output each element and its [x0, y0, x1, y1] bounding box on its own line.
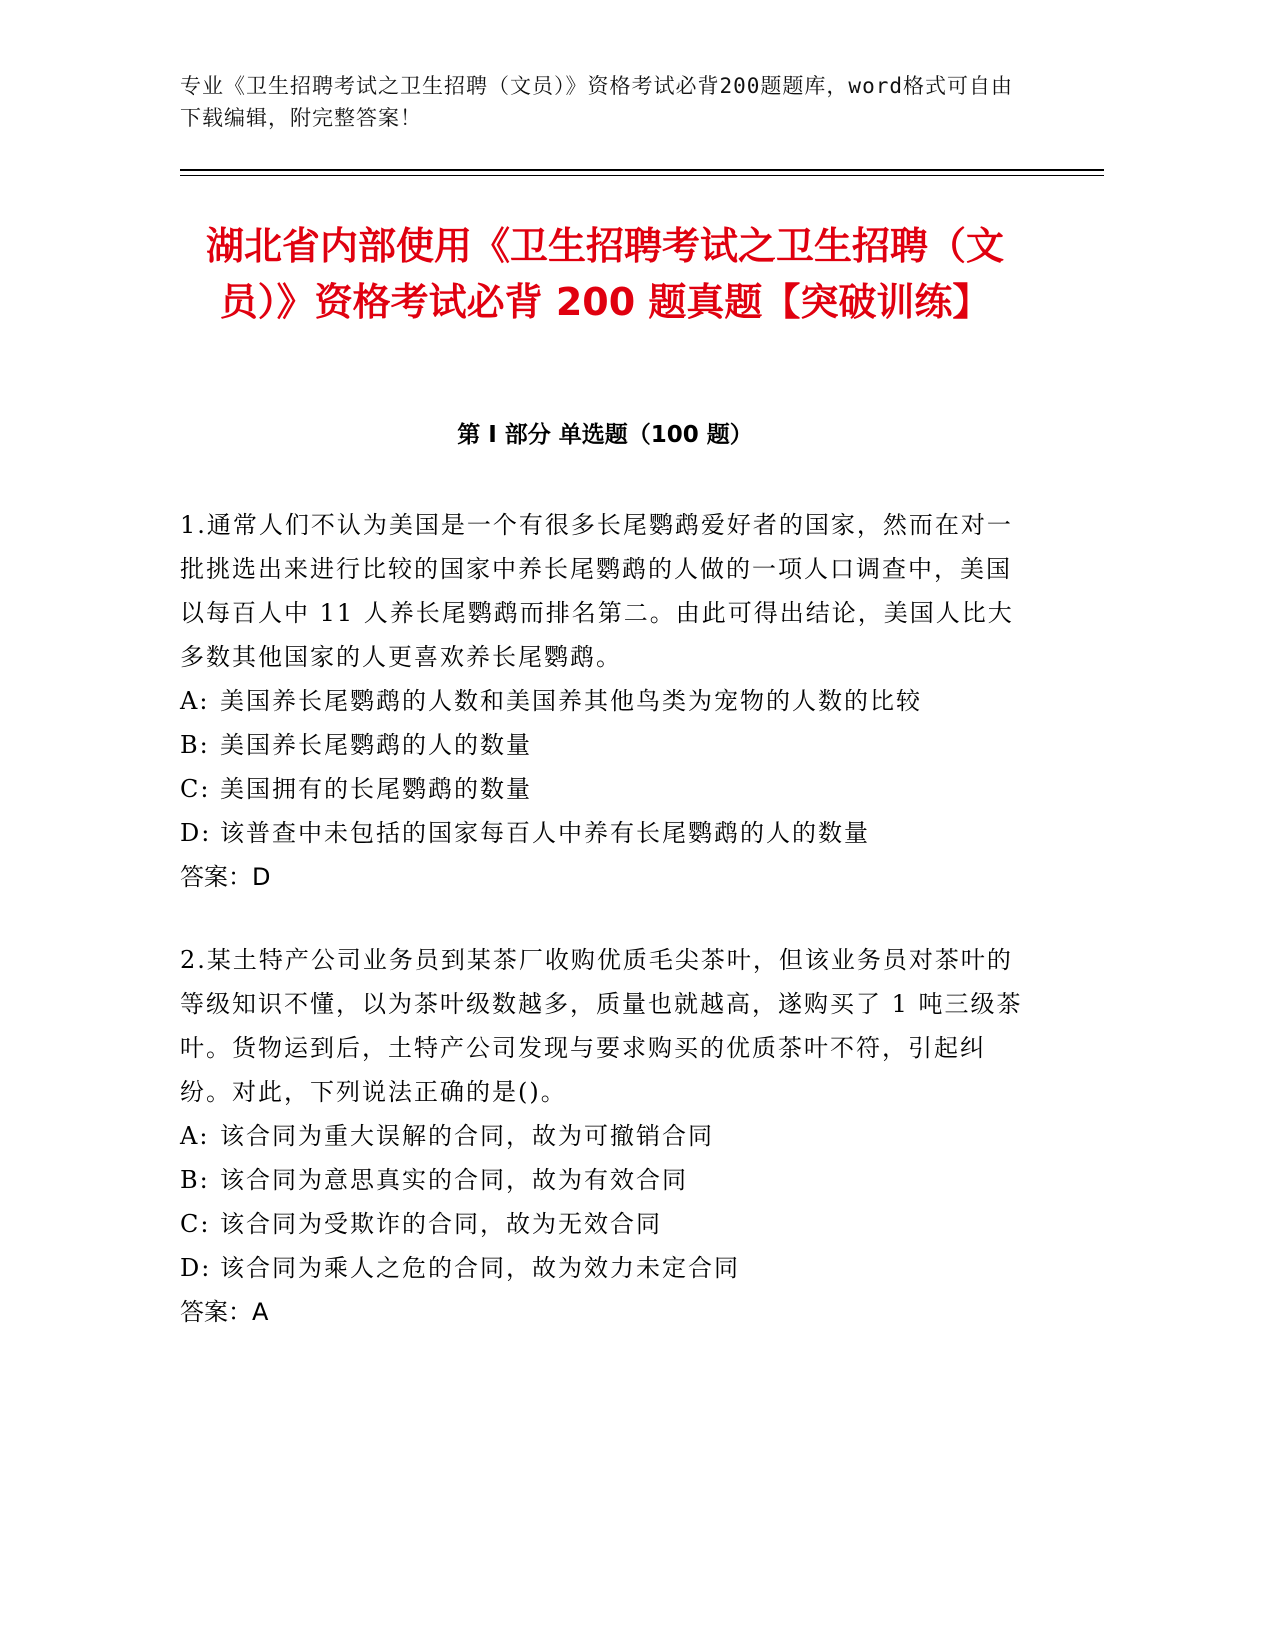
question-2 [180, 938, 1030, 1334]
option-text: 该合同为意思真实的合同，故为有效合同 [220, 1166, 688, 1194]
answer: 答案：A [180, 1298, 269, 1326]
option-text: 该合同为重大误解的合同，故为可撤销合同 [220, 1122, 714, 1150]
option-b [180, 1158, 1030, 1202]
header-rule-thin [180, 175, 1104, 176]
option-key: A: [180, 1122, 210, 1150]
section-heading: 第 I 部分 单选题（100 题） [457, 422, 753, 448]
option-d [180, 811, 1030, 855]
option-key: C: [180, 1210, 211, 1238]
option-d [180, 1246, 1030, 1290]
option-text: 该普查中未包括的国家每百人中养有长尾鹦鹉的人的数量 [220, 819, 870, 847]
option-text: 美国养长尾鹦鹉的人数和美国养其他鸟类为宠物的人数的比较 [220, 687, 922, 715]
option-key: A: [180, 687, 210, 715]
option-text: 该合同为受欺诈的合同，故为无效合同 [220, 1210, 662, 1238]
header-note: 专业《卫生招聘考试之卫生招聘（文员）》资格考试必背200题题库，word格式可自由下载编辑，附完整答案！ [180, 74, 1013, 130]
option-a [180, 1114, 1030, 1158]
option-key: C: [180, 775, 211, 803]
option-key: D: [180, 1254, 212, 1282]
question-1 [180, 503, 1030, 899]
option-text: 美国拥有的长尾鹦鹉的数量 [220, 775, 532, 803]
option-key: D: [180, 819, 212, 847]
answer: 答案：D [180, 863, 271, 891]
question-stem: 2.某土特产公司业务员到某茶厂收购优质毛尖茶叶，但该业务员对茶叶的等级知识不懂，以为茶叶级数越多，质量也就越高，遂购买了 1 吨三级茶叶。货物运到后，土特产公司发现与要求购买的优质茶叶不符，引起纠纷。对此，下列说法正确的是()。 [180, 946, 1023, 1106]
header-rule-thick [180, 169, 1104, 171]
option-c [180, 1202, 1030, 1246]
option-text: 美国养长尾鹦鹉的人的数量 [220, 731, 532, 759]
option-text: 该合同为乘人之危的合同，故为效力未定合同 [220, 1254, 740, 1282]
document-title: 湖北省内部使用《卫生招聘考试之卫生招聘（文员）》资格考试必背 200 题真题【突破训练】 [205, 224, 1004, 324]
option-c [180, 767, 1030, 811]
option-a [180, 679, 1030, 723]
question-stem: 1.通常人们不认为美国是一个有很多长尾鹦鹉爱好者的国家，然而在对一批挑选出来进行比较的国家中养长尾鹦鹉的人做的一项人口调查中，美国以每百人中 11 人养长尾鹦鹉而排名第二。由此可得出结论，美国人比大多数其他国家的人更喜欢养长尾鹦鹉。 [180, 511, 1014, 671]
option-b [180, 723, 1030, 767]
option-key: B: [180, 1166, 210, 1194]
option-key: B: [180, 731, 210, 759]
